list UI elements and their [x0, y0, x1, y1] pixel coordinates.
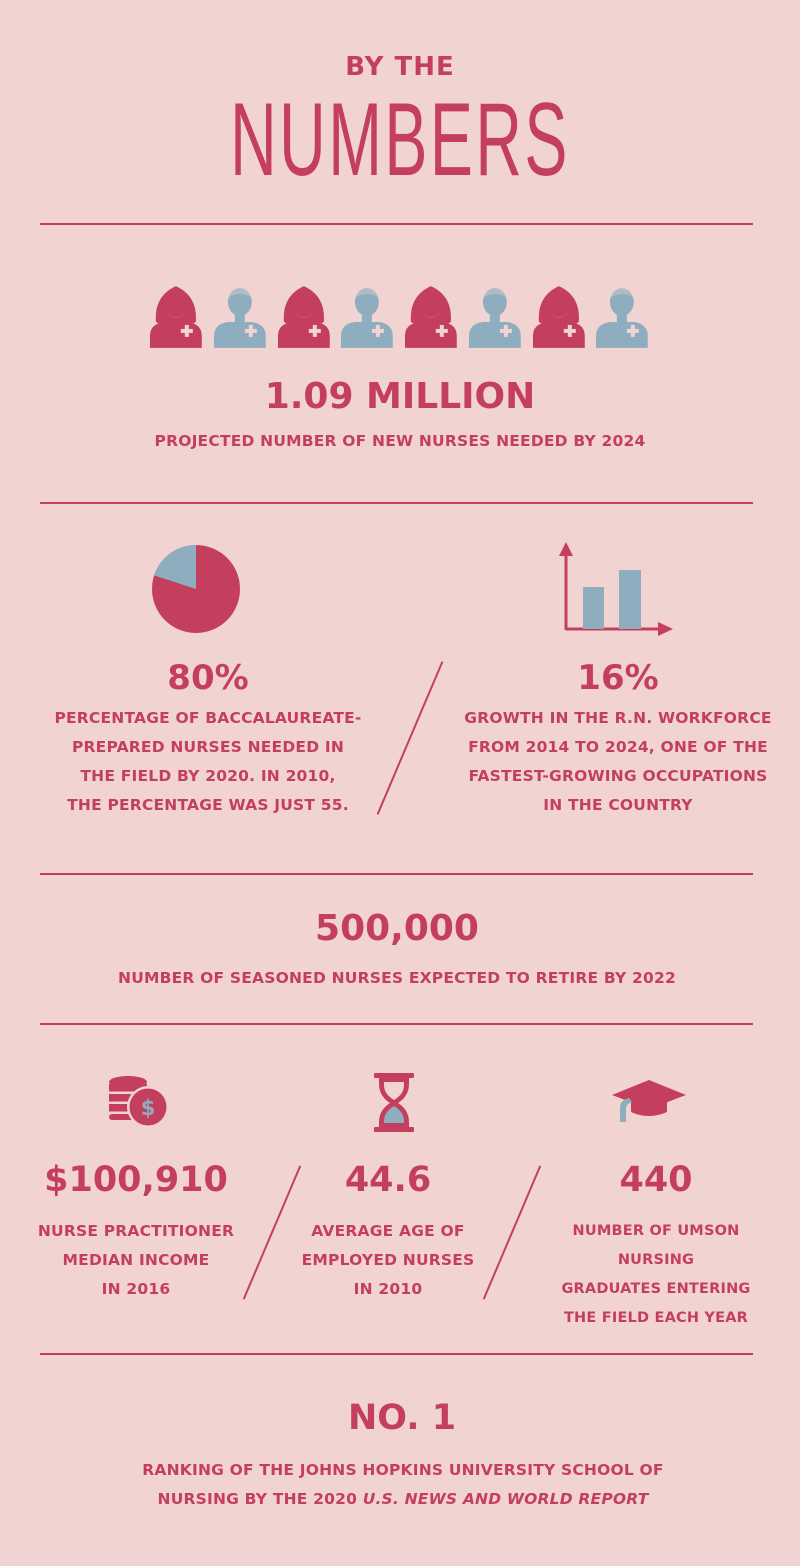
graduation-cap-icon	[610, 1078, 688, 1126]
page-title: NUMBERS	[230, 82, 570, 198]
desc-line: MEDIAN INCOME	[62, 1251, 210, 1269]
graduates-desc	[536, 1217, 776, 1333]
income-desc	[10, 1217, 262, 1304]
graduates-value: 440	[619, 1160, 693, 1200]
growth-value: 16%	[577, 658, 659, 698]
publication-title: U.S. NEWS AND WORLD REPORT	[362, 1490, 649, 1508]
ranking-value: NO. 1	[347, 1398, 457, 1438]
divider	[40, 223, 753, 225]
female-nurse-icon	[144, 282, 208, 350]
desc-line: FROM 2014 TO 2024, ONE OF THE	[468, 738, 768, 756]
age-value: 44.6	[344, 1160, 432, 1200]
desc-line: NURSE PRACTITIONER	[37, 1222, 235, 1240]
desc-line: PERCENTAGE OF BACCALAUREATE-	[54, 709, 362, 727]
coins-dollar-icon	[106, 1073, 172, 1129]
retire-desc: NUMBER OF SEASONED NURSES EXPECTED TO RETIRE BY 2022	[118, 969, 676, 987]
desc-line: GRADUATES ENTERING	[561, 1281, 751, 1297]
slash-divider	[377, 661, 444, 815]
desc-line: NUMBER OF UMSON NURSING	[572, 1223, 740, 1268]
desc-line	[0, 1485, 800, 1514]
growth-desc	[448, 704, 788, 820]
female-nurse-icon	[272, 282, 336, 350]
divider	[40, 502, 753, 504]
desc-line: THE FIELD EACH YEAR	[563, 1310, 749, 1326]
desc-line: THE PERCENTAGE WAS JUST 55.	[67, 796, 349, 814]
age-desc	[270, 1217, 506, 1304]
bar-chart-icon	[555, 540, 679, 640]
desc-line: RANKING OF THE JOHNS HOPKINS UNIVERSITY SCHOOL OF	[142, 1461, 664, 1479]
male-nurse-icon	[463, 282, 527, 350]
ranking-desc	[0, 1456, 800, 1514]
male-nurse-icon	[208, 282, 272, 350]
desc-text: NURSING BY THE 2020	[157, 1490, 363, 1508]
divider	[40, 1353, 753, 1355]
female-nurse-icon	[527, 282, 591, 350]
desc-line: GROWTH IN THE R.N. WORKFORCE	[464, 709, 772, 727]
desc-line: THE FIELD BY 2020. IN 2010,	[80, 767, 336, 785]
desc-line: IN 2016	[101, 1280, 171, 1298]
pie-chart-icon	[150, 543, 242, 635]
retire-value: 500,000	[315, 908, 479, 949]
hourglass-icon	[373, 1072, 415, 1134]
male-nurse-icon	[590, 282, 654, 350]
divider	[40, 873, 753, 875]
desc-line: EMPLOYED NURSES	[301, 1251, 475, 1269]
male-nurse-icon	[335, 282, 399, 350]
desc-line: IN THE COUNTRY	[543, 796, 693, 814]
desc-line: IN 2010	[353, 1280, 423, 1298]
desc-line: FASTEST-GROWING OCCUPATIONS	[468, 767, 768, 785]
income-value: $100,910	[44, 1160, 228, 1200]
nurses-needed-value: 1.09 MILLION	[264, 376, 536, 417]
desc-line: PREPARED NURSES NEEDED IN	[71, 738, 344, 756]
baccalaureate-desc	[30, 704, 386, 820]
nurse-icons-row	[144, 282, 654, 350]
female-nurse-icon	[399, 282, 463, 350]
svg-text:$: $	[140, 1096, 156, 1120]
desc-line: AVERAGE AGE OF	[311, 1222, 465, 1240]
nurses-needed-desc: PROJECTED NUMBER OF NEW NURSES NEEDED BY 2024	[154, 432, 646, 450]
divider	[40, 1023, 753, 1025]
baccalaureate-value: 80%	[167, 658, 249, 698]
header-kicker: BY THE	[345, 52, 455, 82]
